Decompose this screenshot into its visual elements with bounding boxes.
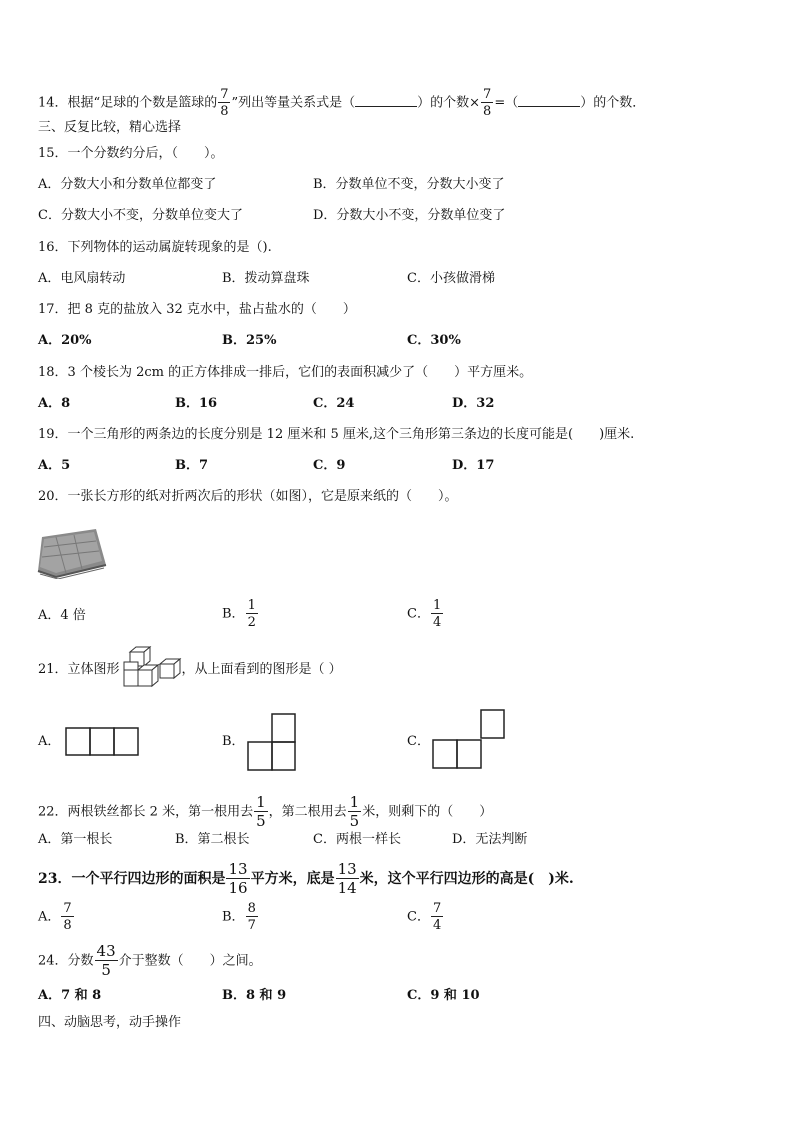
fraction: $\frac{1}{2}$ xyxy=(247,598,256,630)
option-d[interactable]: D．无法判断 xyxy=(452,832,528,847)
option-a[interactable]: A．5 xyxy=(38,458,71,473)
option-c[interactable]: C．小孩做滑梯 xyxy=(407,271,495,286)
answer-blank[interactable] xyxy=(518,95,580,107)
section-4-heading: 四、动脑思考，动手操作 xyxy=(38,1015,182,1030)
option-c[interactable]: C．分数大小不变，分数单位变大了 xyxy=(38,208,243,223)
option-b[interactable]: B．8 和 9 xyxy=(222,988,287,1003)
option-c[interactable]: C．两根一样长 xyxy=(313,832,401,847)
option-c[interactable]: C． xyxy=(407,734,430,749)
fraction: $\frac{7}{8}$ xyxy=(483,87,492,119)
question-23-stem: 23．一个平行四边形的面积是 $\frac{13}{16}$ 平方米，底是 $\frac{13}{14}$ 米，这个平行四边形的高是( )米. xyxy=(38,860,574,897)
option-c-grid-icon xyxy=(431,708,507,772)
fraction: $\frac{7}{8}$ xyxy=(220,87,229,119)
option-b[interactable]: B．拨动算盘珠 xyxy=(222,271,310,286)
question-14: 14．根据“足球的个数是篮球的 $\frac{7}{8}$ ”列出等量关系式是（ ）的个数× $\frac{7}{8}$ =（ ）的个数． xyxy=(38,87,646,119)
question-21-stem: 21．立体图形 ，从上面看到的图形是（ ） xyxy=(38,662,342,677)
option-a[interactable]: A．分数大小和分数单位都变了 xyxy=(38,177,217,192)
option-b[interactable]: B． $\frac{8}{7}$ xyxy=(222,901,256,933)
question-24-stem: 24．分数 $\frac{43}{5}$ 介于整数（ ）之间。 xyxy=(38,942,262,979)
option-b[interactable]: B．第二根长 xyxy=(175,832,250,847)
question-19-stem: 19．一个三角形的两条边的长度分别是 12 厘米和 5 厘米,这个三角形第三条边的长度可能是( )厘米. xyxy=(38,427,635,442)
option-a-grid-icon xyxy=(64,726,140,758)
option-a[interactable]: A．20% xyxy=(38,333,92,348)
option-a[interactable]: A．8 xyxy=(38,396,71,411)
fraction: $\frac{13}{16}$ xyxy=(228,860,248,897)
option-c[interactable]: C．30% xyxy=(407,333,461,348)
fraction: $\frac{7}{4}$ xyxy=(432,901,442,933)
section-3-heading: 三、反复比较，精心选择 xyxy=(38,120,182,135)
option-d[interactable]: D．32 xyxy=(452,396,495,411)
question-20-stem: 20．一张长方形的纸对折两次后的形状（如图），它是原来纸的（ ）。 xyxy=(38,489,458,504)
fraction: $\frac{13}{14}$ xyxy=(337,860,357,897)
question-17-stem: 17．把 8 克的盐放入 32 克水中，盐占盐水的（ ） xyxy=(38,302,356,317)
fraction: $\frac{1}{5}$ xyxy=(256,793,266,830)
fraction: $\frac{43}{5}$ xyxy=(96,942,116,979)
fraction: $\frac{8}{7}$ xyxy=(247,901,256,933)
option-b-grid-icon xyxy=(246,712,298,774)
question-22-stem: 22．两根铁丝都长 2 米，第一根用去 $\frac{1}{5}$ ，第二根用去 $\frac{1}{5}$ 米，则剩下的（ ） xyxy=(38,793,493,830)
option-d[interactable]: D．17 xyxy=(452,458,495,473)
fraction: $\frac{1}{5}$ xyxy=(349,793,360,830)
option-c[interactable]: C．9 xyxy=(313,458,346,473)
option-a[interactable]: A． $\frac{7}{8}$ xyxy=(38,901,72,933)
option-a[interactable]: A．7 和 8 xyxy=(38,988,102,1003)
option-b[interactable]: B．16 xyxy=(175,396,218,411)
option-b[interactable]: B． $\frac{1}{2}$ xyxy=(222,598,256,630)
option-a[interactable]: A．第一根长 xyxy=(38,832,113,847)
option-b[interactable]: B．7 xyxy=(175,458,209,473)
option-c[interactable]: C．9 和 10 xyxy=(407,988,480,1003)
question-18-stem: 18．3 个棱长为 2cm 的正方体排成一排后，它们的表面积减少了（ ）平方厘米。 xyxy=(38,365,533,380)
option-c[interactable]: C． $\frac{7}{4}$ xyxy=(407,901,442,933)
folded-paper-image xyxy=(36,527,108,579)
option-b[interactable]: B．分数单位不变，分数大小变了 xyxy=(313,177,505,192)
option-b[interactable]: B．25% xyxy=(222,333,277,348)
option-a[interactable]: A．电风扇转动 xyxy=(38,271,126,286)
option-a[interactable]: A． xyxy=(38,734,61,749)
fraction: $\frac{7}{8}$ xyxy=(63,901,72,933)
question-15-stem: 15．一个分数约分后，（ ）。 xyxy=(38,146,224,161)
cube-solid-icon xyxy=(122,646,184,692)
option-d[interactable]: D．分数大小不变，分数单位变了 xyxy=(313,208,506,223)
option-c[interactable]: C．24 xyxy=(313,396,355,411)
option-b[interactable]: B． xyxy=(222,734,245,749)
question-16-stem: 16．下列物体的运动属旋转现象的是（). xyxy=(38,240,272,255)
option-c[interactable]: C． $\frac{1}{4}$ xyxy=(407,598,442,630)
option-a[interactable]: A．4 倍 xyxy=(38,608,86,623)
fraction: $\frac{1}{4}$ xyxy=(432,598,442,630)
answer-blank[interactable] xyxy=(355,95,417,107)
